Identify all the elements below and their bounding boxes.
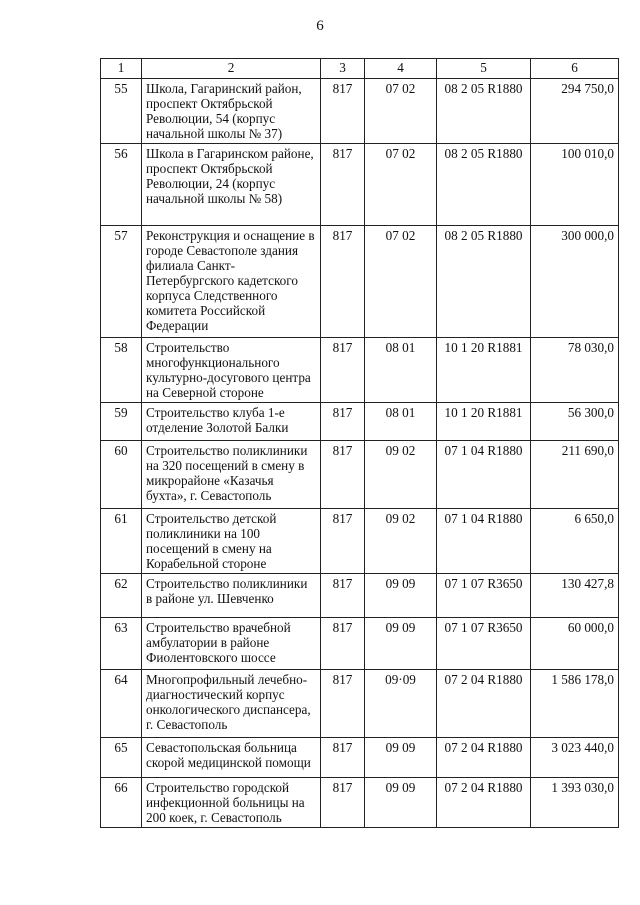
row-number: 56	[101, 144, 142, 226]
budget-code: 817	[321, 778, 365, 828]
column-header-1: 1	[101, 59, 142, 79]
row-number: 61	[101, 509, 142, 574]
object-name: Строительство врачебной амбулатории в районе Фиолентовского шоссе	[142, 618, 321, 670]
row-number: 64	[101, 670, 142, 738]
table-row	[101, 441, 619, 509]
object-name: Школа в Гагаринском районе, проспект Октябрьской Революции, 24 (корпус начальной школы № 58)	[142, 144, 321, 226]
table-row	[101, 144, 619, 226]
table-row	[101, 226, 619, 338]
section-code: 09 02	[365, 509, 437, 574]
target-article: 07 1 07 R3650	[437, 618, 531, 670]
section-code: 09 09	[365, 778, 437, 828]
table-row	[101, 670, 619, 738]
table-row	[101, 618, 619, 670]
budget-code: 817	[321, 670, 365, 738]
section-code: 09 02	[365, 441, 437, 509]
object-name: Школа, Гагаринский район, проспект Октябрьской Революции, 54 (корпус начальной школы № 37)	[142, 79, 321, 144]
row-number: 60	[101, 441, 142, 509]
row-number: 55	[101, 79, 142, 144]
target-article: 08 2 05 R1880	[437, 79, 531, 144]
row-number: 58	[101, 338, 142, 403]
target-article: 07 2 04 R1880	[437, 738, 531, 778]
object-name: Строительство клуба 1-е отделение Золотой Балки	[142, 403, 321, 441]
budget-code: 817	[321, 226, 365, 338]
amount: 100 010,0	[531, 144, 619, 226]
row-number: 65	[101, 738, 142, 778]
budget-code: 817	[321, 574, 365, 618]
amount: 1 393 030,0	[531, 778, 619, 828]
table-row	[101, 403, 619, 441]
target-article: 07 2 04 R1880	[437, 778, 531, 828]
section-code: 09 09	[365, 618, 437, 670]
table-header-row	[101, 59, 619, 79]
target-article: 07 1 04 R1880	[437, 441, 531, 509]
budget-code: 817	[321, 403, 365, 441]
budget-code: 817	[321, 338, 365, 403]
target-article: 10 1 20 R1881	[437, 403, 531, 441]
amount: 300 000,0	[531, 226, 619, 338]
column-header-5: 5	[437, 59, 531, 79]
target-article: 08 2 05 R1880	[437, 226, 531, 338]
row-number: 57	[101, 226, 142, 338]
budget-table	[100, 58, 619, 828]
table-row	[101, 509, 619, 574]
budget-code: 817	[321, 738, 365, 778]
target-article: 10 1 20 R1881	[437, 338, 531, 403]
amount: 60 000,0	[531, 618, 619, 670]
object-name: Строительство поликлиники на 320 посещений в смену в микрорайоне «Казачья бухта», г. Севастополь	[142, 441, 321, 509]
section-code: 08 01	[365, 403, 437, 441]
object-name: Строительство детской поликлиники на 100 посещений в смену на Корабельной стороне	[142, 509, 321, 574]
object-name: Строительство поликлиники в районе ул. Шевченко	[142, 574, 321, 618]
section-code: 09 09	[365, 738, 437, 778]
target-article: 07 1 04 R1880	[437, 509, 531, 574]
column-header-4: 4	[365, 59, 437, 79]
amount: 211 690,0	[531, 441, 619, 509]
row-number: 62	[101, 574, 142, 618]
object-name: Многопрофильный лечебно-диагностический корпус онкологического диспансера, г. Севастополь	[142, 670, 321, 738]
column-header-6: 6	[531, 59, 619, 79]
column-header-3: 3	[321, 59, 365, 79]
budget-code: 817	[321, 618, 365, 670]
section-code: 09 09	[365, 574, 437, 618]
section-code: 08 01	[365, 338, 437, 403]
target-article: 08 2 05 R1880	[437, 144, 531, 226]
target-article: 07 1 07 R3650	[437, 574, 531, 618]
table-row	[101, 738, 619, 778]
table-row	[101, 338, 619, 403]
table-row	[101, 574, 619, 618]
budget-code: 817	[321, 144, 365, 226]
amount: 3 023 440,0	[531, 738, 619, 778]
row-number: 63	[101, 618, 142, 670]
budget-code: 817	[321, 441, 365, 509]
row-number: 59	[101, 403, 142, 441]
object-name: Строительство городской инфекционной больницы на 200 коек, г. Севастополь	[142, 778, 321, 828]
column-header-2: 2	[142, 59, 321, 79]
row-number: 66	[101, 778, 142, 828]
object-name: Строительство многофункционального культурно-досугового центра на Северной стороне	[142, 338, 321, 403]
section-code: 07 02	[365, 79, 437, 144]
budget-code: 817	[321, 79, 365, 144]
amount: 130 427,8	[531, 574, 619, 618]
amount: 78 030,0	[531, 338, 619, 403]
section-code: 09·09	[365, 670, 437, 738]
section-code: 07 02	[365, 226, 437, 338]
table-row	[101, 79, 619, 144]
section-code: 07 02	[365, 144, 437, 226]
object-name: Реконструкция и оснащение в городе Севастополе здания филиала Санкт-Петербургского кадетского корпуса Следственного комитета Российской Федерации	[142, 226, 321, 338]
target-article: 07 2 04 R1880	[437, 670, 531, 738]
page-number: 6	[316, 18, 324, 34]
amount: 1 586 178,0	[531, 670, 619, 738]
object-name: Севастопольская больница скорой медицинской помощи	[142, 738, 321, 778]
table-row	[101, 778, 619, 828]
amount: 56 300,0	[531, 403, 619, 441]
amount: 294 750,0	[531, 79, 619, 144]
budget-code: 817	[321, 509, 365, 574]
amount: 6 650,0	[531, 509, 619, 574]
